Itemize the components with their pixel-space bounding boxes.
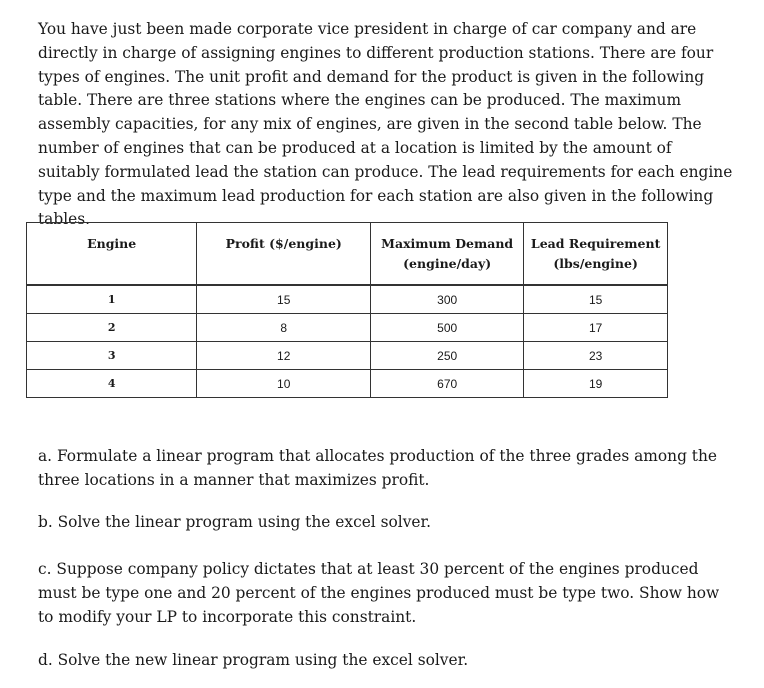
- cell-engine: 3: [27, 342, 197, 370]
- cell-lead: 23: [524, 342, 668, 370]
- intro-paragraph: You have just been made corporate vice president in charge of car company and are directly in charge of assigning engines to different production stations. There are four types of engines. The unit profit and demand for the product is given in the following table. There are three stations where the engines can be produced. The maximum assembly capacities, for any mix of engines, are given in the second table below. The number of engines that can be produced at a location is limited by the amount of suitably formulated lead the station can produce. The lead requirements for each engine type and the maximum lead production for each station are also given in the following tables.: [38, 20, 733, 229]
- header-profit: Profit ($/engine): [197, 223, 371, 286]
- cell-demand: 250: [371, 342, 524, 370]
- cell-engine: 1: [27, 285, 197, 314]
- cell-lead: 17: [524, 314, 668, 342]
- table-header-row: [27, 223, 668, 286]
- question-b: b. Solve the linear program using the excel solver.: [38, 513, 432, 531]
- header-max-demand-line2: (engine/day): [403, 256, 492, 271]
- question-c: c. Suppose company policy dictates that at least 30 percent of the engines produced must be type one and 20 percent of the engines produced must be type two. Show how to modify your LP to incorporate this constraint.: [38, 560, 720, 626]
- cell-profit: 8: [197, 314, 371, 342]
- table-row: [27, 370, 668, 398]
- cell-profit: 12: [197, 342, 371, 370]
- cell-demand: 300: [371, 285, 524, 314]
- question-d: d. Solve the new linear program using the excel solver.: [38, 651, 469, 669]
- cell-engine: 4: [27, 370, 197, 398]
- header-max-demand-line1: Maximum Demand: [381, 236, 514, 251]
- engine-data-table: [26, 222, 668, 398]
- header-lead-line2: (lbs/engine): [553, 256, 638, 271]
- cell-profit: 10: [197, 370, 371, 398]
- header-lead-requirement: [524, 223, 668, 286]
- cell-demand: 670: [371, 370, 524, 398]
- question-a: a. Formulate a linear program that allocates production of the three grades among the three locations in a manner that maximizes profit.: [38, 447, 718, 489]
- cell-lead: 19: [524, 370, 668, 398]
- header-engine: Engine: [27, 223, 197, 286]
- header-max-demand: [371, 223, 524, 286]
- cell-engine: 2: [27, 314, 197, 342]
- cell-demand: 500: [371, 314, 524, 342]
- table-row: [27, 314, 668, 342]
- header-lead-line1: Lead Requirement: [530, 236, 661, 251]
- cell-profit: 15: [197, 285, 371, 314]
- table-row: [27, 342, 668, 370]
- cell-lead: 15: [524, 285, 668, 314]
- table-row: [27, 285, 668, 314]
